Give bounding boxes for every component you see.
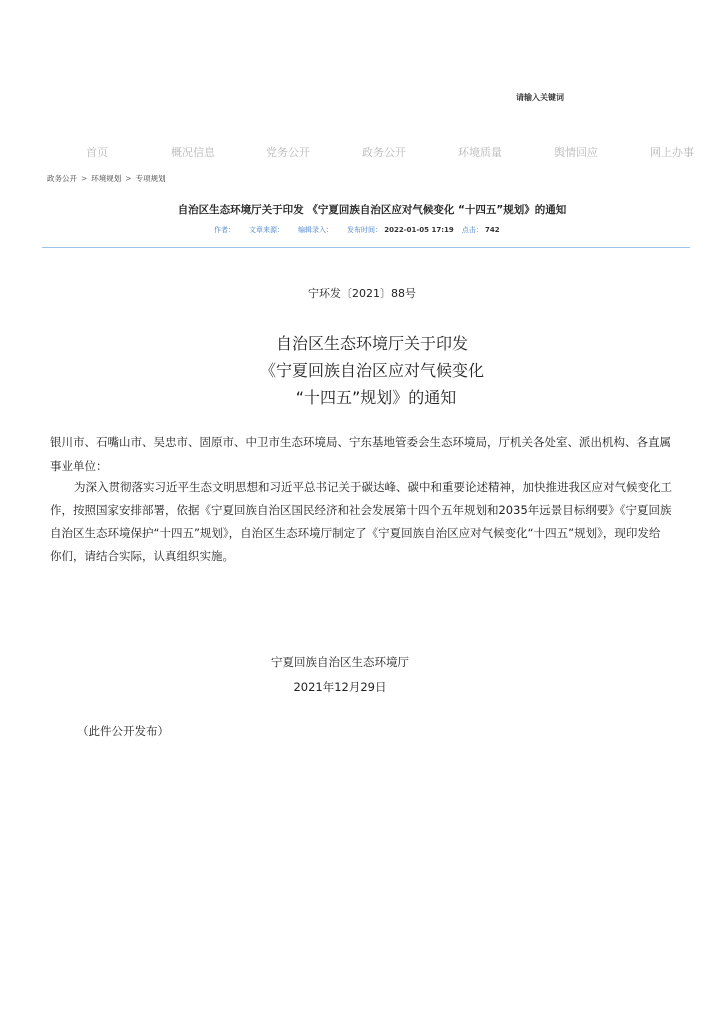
search-hint[interactable]: 请输入关键词 [516,93,564,102]
paragraph-line: 你们，请结合实际，认真组织实施。 [50,549,234,563]
document-number: 宁环发〔2021〕88号 [308,287,416,300]
breadcrumb-separator: > [81,174,88,183]
nav-item-home[interactable]: 首页 [86,146,108,159]
paragraph-line: 为深入贯彻落实习近平生态文明思想和习近平总书记关于碳达峰、碳中和重要论述精神，加快推进我区应对气候变化工 [74,480,672,494]
nav-item-public-response[interactable]: 舆情回应 [554,146,598,159]
document-title-line-1: 自治区生态环境厅关于印发 [275,334,468,353]
publish-time-value: 2022-01-05 17:19 [384,226,454,234]
publish-time-label: 发布时间： [347,226,382,234]
page-title: 自治区生态环境厅关于印发 《宁夏回族自治区应对气候变化 “十四五”规划》的通知 [177,204,567,216]
nav-item-overview[interactable]: 概况信息 [171,146,215,159]
clicks-label: 点击： [461,226,483,234]
document-title-line-2: 《宁夏回族自治区应对气候变化 [259,361,484,380]
nav-item-environment-quality[interactable]: 环境质量 [458,146,502,159]
document-signer: 宁夏回族自治区生态环境厅 [271,655,409,669]
nav-item-online-services[interactable]: 网上办事 [650,146,694,159]
addressee-line: 银川市、石嘴山市、吴忠市、固原市、中卫市生态环境局、宁东基地管委会生态环境局，厅机关各处室、派出机构、各直属 [50,435,671,449]
document-title-line-3: “十四五”规划》的通知 [295,388,457,407]
addressee-line: 事业单位： [50,459,108,473]
breadcrumb-environment-planning[interactable]: 环境规划 [91,174,122,183]
nav-item-government-affairs[interactable]: 政务公开 [362,146,406,159]
nav-item-party-affairs[interactable]: 党务公开 [266,146,310,159]
document-date: 2021年12月29日 [293,680,387,694]
paragraph-line: 自治区生态环境保护“十四五”规划》，自治区生态环境厅制定了《宁夏回族自治区应对气候变化“十四五”规划》，现印发给 [50,526,661,540]
clicks-value: 742 [484,226,500,234]
source-label: 文章来源： [249,226,284,234]
editor-label: 编辑录入： [298,226,333,234]
breadcrumb-special-planning[interactable]: 专项规划 [135,174,166,183]
breadcrumb-government-affairs[interactable]: 政务公开 [47,174,77,183]
breadcrumb-separator: > [125,174,132,183]
paragraph-line: 作，按照国家安排部署，依据《宁夏回族自治区国民经济和社会发展第十四个五年规划和2035年远景目标纲要》《宁夏回族 [50,503,672,517]
author-label: 作者： [214,226,235,234]
publish-note: （此件公开发布） [77,724,169,738]
